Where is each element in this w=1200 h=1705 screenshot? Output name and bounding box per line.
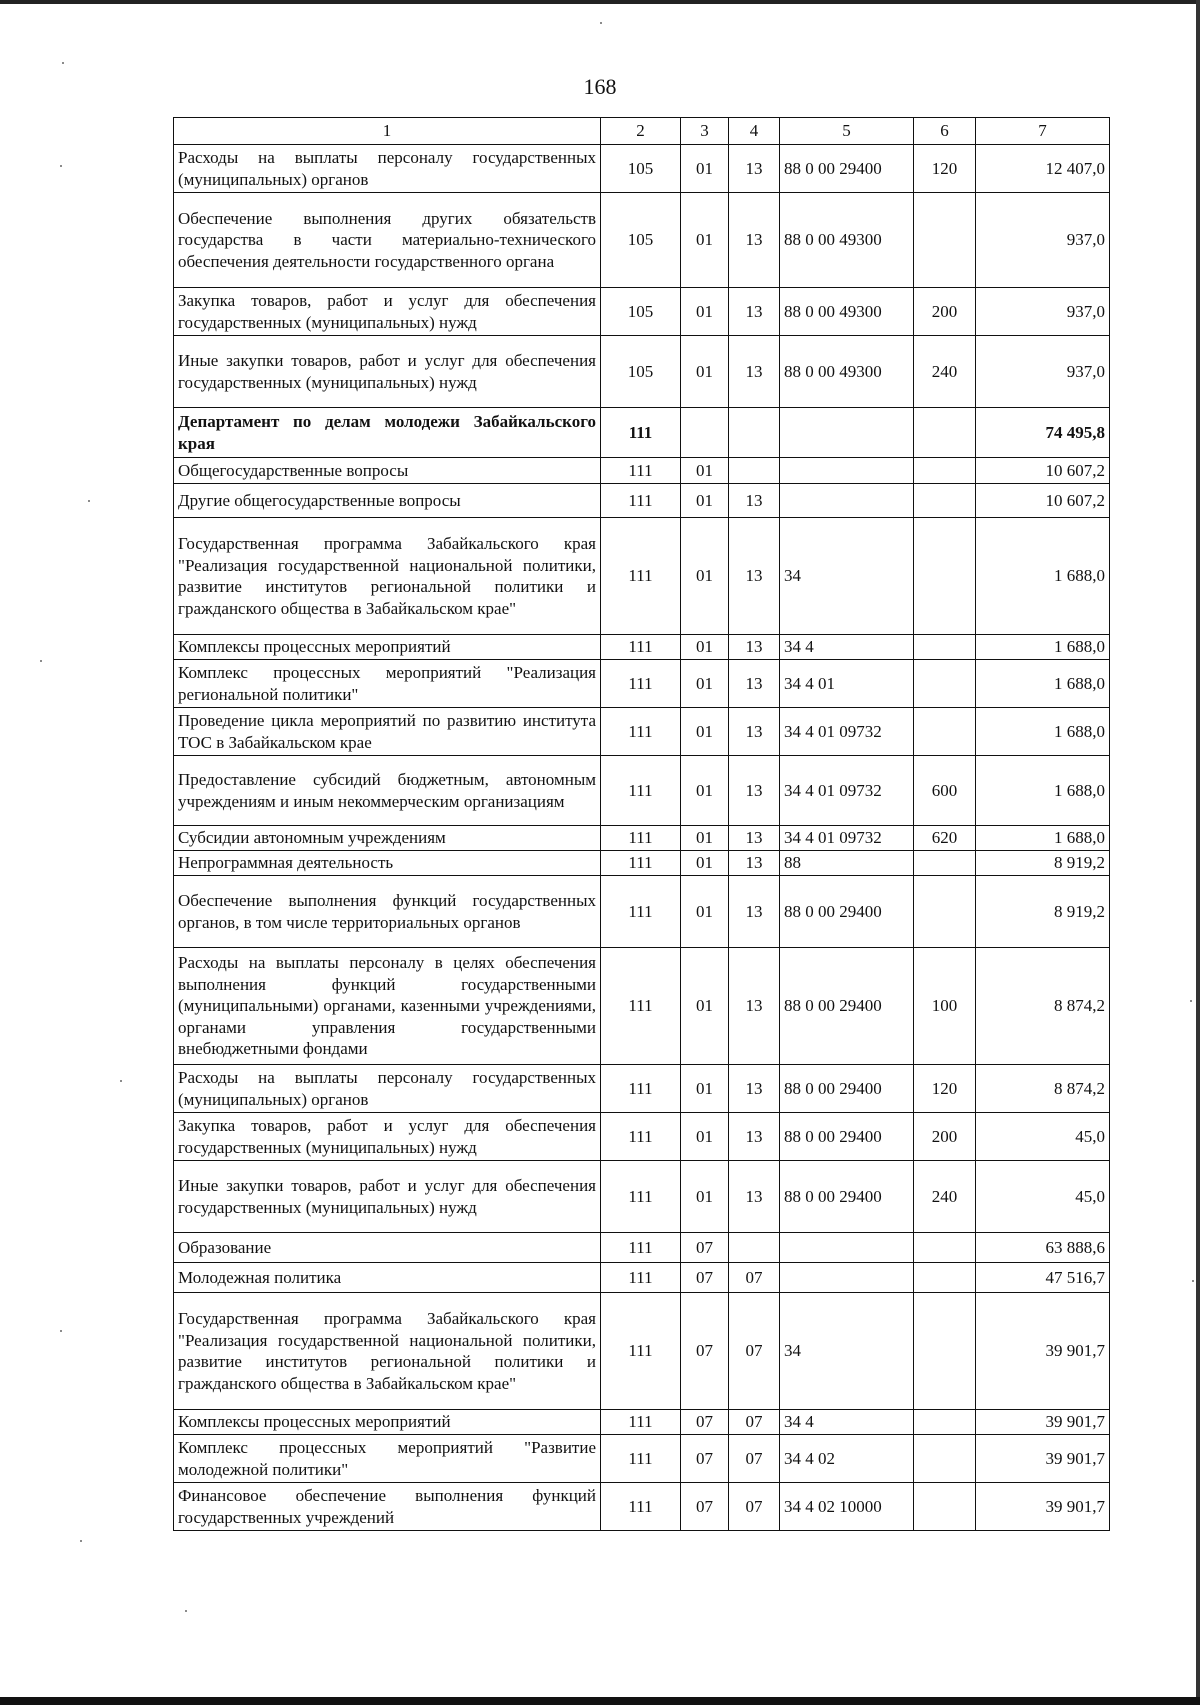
cell-target-article: 88 0 00 29400	[780, 145, 914, 193]
cell-name: Молодежная политика	[174, 1263, 601, 1293]
cell-target-article: 88 0 00 29400	[780, 948, 914, 1065]
table-row	[174, 1263, 1110, 1293]
cell-amount: 8 874,2	[976, 948, 1110, 1065]
cell-amount: 1 688,0	[976, 826, 1110, 851]
cell-ministry-code: 111	[601, 826, 681, 851]
cell-expense-type: 120	[914, 145, 976, 193]
cell-name: Общегосударственные вопросы	[174, 458, 601, 484]
cell-ministry-code: 105	[601, 145, 681, 193]
cell-expense-type	[914, 484, 976, 518]
cell-expense-type	[914, 1410, 976, 1435]
cell-expense-type: 100	[914, 948, 976, 1065]
cell-amount: 45,0	[976, 1113, 1110, 1161]
cell-name: Расходы на выплаты персоналу государственных (муниципальных) органов	[174, 1065, 601, 1113]
cell-subsection: 13	[729, 145, 780, 193]
cell-ministry-code: 111	[601, 876, 681, 948]
cell-section: 01	[681, 1113, 729, 1161]
table-row	[174, 408, 1110, 458]
cell-name: Комплексы процессных мероприятий	[174, 1410, 601, 1435]
cell-section: 01	[681, 851, 729, 876]
cell-ministry-code: 111	[601, 1113, 681, 1161]
table-body	[174, 118, 1110, 1531]
cell-section: 01	[681, 518, 729, 635]
cell-target-article: 34 4 01 09732	[780, 756, 914, 826]
cell-amount: 1 688,0	[976, 635, 1110, 660]
header-col-2: 2	[601, 118, 681, 145]
cell-subsection	[729, 458, 780, 484]
cell-amount: 39 901,7	[976, 1293, 1110, 1410]
scan-speck	[1190, 1000, 1192, 1002]
cell-amount: 937,0	[976, 288, 1110, 336]
cell-target-article: 88 0 00 29400	[780, 1161, 914, 1233]
cell-subsection: 13	[729, 635, 780, 660]
scan-edge-bottom	[0, 1697, 1200, 1705]
cell-subsection: 13	[729, 948, 780, 1065]
table-row	[174, 1233, 1110, 1263]
cell-amount: 12 407,0	[976, 145, 1110, 193]
cell-subsection: 13	[729, 851, 780, 876]
cell-amount: 10 607,2	[976, 484, 1110, 518]
cell-subsection: 13	[729, 708, 780, 756]
cell-target-article: 88 0 00 49300	[780, 288, 914, 336]
cell-name: Комплексы процессных мероприятий	[174, 635, 601, 660]
cell-section: 07	[681, 1233, 729, 1263]
cell-section: 07	[681, 1293, 729, 1410]
cell-ministry-code: 111	[601, 1410, 681, 1435]
cell-amount: 8 874,2	[976, 1065, 1110, 1113]
cell-section: 01	[681, 484, 729, 518]
table-row	[174, 518, 1110, 635]
cell-subsection: 07	[729, 1483, 780, 1531]
cell-name: Комплекс процессных мероприятий "Реализация региональной политики"	[174, 660, 601, 708]
cell-subsection: 07	[729, 1410, 780, 1435]
cell-target-article: 34 4	[780, 635, 914, 660]
cell-expense-type	[914, 708, 976, 756]
cell-expense-type	[914, 1435, 976, 1483]
table-row	[174, 708, 1110, 756]
table-row	[174, 635, 1110, 660]
cell-section: 01	[681, 288, 729, 336]
scan-speck	[600, 22, 602, 24]
cell-amount: 63 888,6	[976, 1233, 1110, 1263]
table-row	[174, 756, 1110, 826]
cell-name: Финансовое обеспечение выполнения функций государственных учреждений	[174, 1483, 601, 1531]
scan-speck	[120, 1080, 122, 1082]
cell-target-article: 34	[780, 1293, 914, 1410]
table-row	[174, 288, 1110, 336]
cell-target-article: 34 4 02 10000	[780, 1483, 914, 1531]
table-row	[174, 1435, 1110, 1483]
table-row	[174, 336, 1110, 408]
cell-target-article: 88	[780, 851, 914, 876]
page-number: 168	[583, 74, 617, 99]
cell-section: 01	[681, 145, 729, 193]
cell-ministry-code: 111	[601, 1293, 681, 1410]
cell-expense-type: 200	[914, 1113, 976, 1161]
cell-expense-type: 120	[914, 1065, 976, 1113]
cell-target-article	[780, 458, 914, 484]
cell-subsection	[729, 408, 780, 458]
table-row	[174, 948, 1110, 1065]
cell-ministry-code: 111	[601, 635, 681, 660]
cell-subsection: 13	[729, 660, 780, 708]
header-col-1: 1	[174, 118, 601, 145]
table-row	[174, 851, 1110, 876]
cell-ministry-code: 111	[601, 660, 681, 708]
scan-speck	[185, 1610, 187, 1612]
cell-target-article: 88 0 00 29400	[780, 876, 914, 948]
cell-name: Иные закупки товаров, работ и услуг для обеспечения государственных (муниципальных) нужд	[174, 336, 601, 408]
cell-subsection: 07	[729, 1293, 780, 1410]
cell-target-article: 34	[780, 518, 914, 635]
scan-speck	[1192, 1280, 1194, 1282]
cell-ministry-code: 105	[601, 288, 681, 336]
cell-expense-type	[914, 518, 976, 635]
scan-speck	[62, 62, 64, 64]
cell-name: Другие общегосударственные вопросы	[174, 484, 601, 518]
scan-speck	[80, 1540, 82, 1542]
cell-name: Расходы на выплаты персоналу государственных (муниципальных) органов	[174, 145, 601, 193]
table-row	[174, 660, 1110, 708]
cell-amount: 47 516,7	[976, 1263, 1110, 1293]
cell-expense-type	[914, 660, 976, 708]
cell-expense-type	[914, 635, 976, 660]
cell-expense-type	[914, 851, 976, 876]
cell-expense-type	[914, 1293, 976, 1410]
cell-subsection: 07	[729, 1435, 780, 1483]
cell-name: Закупка товаров, работ и услуг для обеспечения государственных (муниципальных) нужд	[174, 288, 601, 336]
table-row	[174, 1410, 1110, 1435]
table-row	[174, 1065, 1110, 1113]
cell-expense-type	[914, 408, 976, 458]
cell-target-article: 88 0 00 29400	[780, 1065, 914, 1113]
cell-subsection	[729, 1233, 780, 1263]
cell-name: Обеспечение выполнения функций государственных органов, в том числе территориальных органов	[174, 876, 601, 948]
cell-expense-type: 600	[914, 756, 976, 826]
cell-expense-type: 620	[914, 826, 976, 851]
cell-section: 07	[681, 1263, 729, 1293]
cell-target-article: 34 4	[780, 1410, 914, 1435]
cell-subsection: 13	[729, 876, 780, 948]
cell-expense-type	[914, 876, 976, 948]
cell-name: Государственная программа Забайкальского края "Реализация государственной национальной политики, развитие институтов региональной политики и гражданского общества в Забайкальском крае"	[174, 1293, 601, 1410]
cell-section: 01	[681, 948, 729, 1065]
cell-ministry-code: 111	[601, 851, 681, 876]
cell-ministry-code: 111	[601, 1263, 681, 1293]
cell-subsection: 07	[729, 1263, 780, 1293]
cell-name: Закупка товаров, работ и услуг для обеспечения государственных (муниципальных) нужд	[174, 1113, 601, 1161]
cell-section: 01	[681, 635, 729, 660]
scan-edge-top	[0, 0, 1200, 4]
cell-amount: 1 688,0	[976, 756, 1110, 826]
scan-speck	[40, 660, 42, 662]
table-row	[174, 193, 1110, 288]
table-header-row	[174, 118, 1110, 145]
header-col-7: 7	[976, 118, 1110, 145]
cell-expense-type: 240	[914, 1161, 976, 1233]
cell-target-article: 34 4 01 09732	[780, 826, 914, 851]
cell-section: 01	[681, 876, 729, 948]
scan-speck	[60, 1330, 62, 1332]
cell-ministry-code: 111	[601, 708, 681, 756]
cell-section: 01	[681, 458, 729, 484]
cell-subsection: 13	[729, 288, 780, 336]
cell-section: 01	[681, 336, 729, 408]
cell-ministry-code: 111	[601, 518, 681, 635]
cell-target-article	[780, 484, 914, 518]
cell-name: Проведение цикла мероприятий по развитию института ТОС в Забайкальском крае	[174, 708, 601, 756]
budget-table	[173, 117, 1110, 1531]
table-row	[174, 1113, 1110, 1161]
cell-subsection: 13	[729, 336, 780, 408]
cell-ministry-code: 111	[601, 458, 681, 484]
cell-name: Иные закупки товаров, работ и услуг для обеспечения государственных (муниципальных) нужд	[174, 1161, 601, 1233]
cell-target-article	[780, 408, 914, 458]
cell-name: Расходы на выплаты персоналу в целях обеспечения выполнения функций государственными (муниципальными) органами, казенными учреждениями, органами управления государственными внебюджетными фондами	[174, 948, 601, 1065]
cell-section: 01	[681, 193, 729, 288]
cell-amount: 10 607,2	[976, 458, 1110, 484]
cell-section: 07	[681, 1410, 729, 1435]
cell-name: Департамент по делам молодежи Забайкальского края	[174, 408, 601, 458]
cell-name: Предоставление субсидий бюджетным, автономным учреждениям и иным некоммерческим организациям	[174, 756, 601, 826]
cell-ministry-code: 111	[601, 1483, 681, 1531]
table-row	[174, 826, 1110, 851]
cell-amount: 937,0	[976, 193, 1110, 288]
cell-amount: 1 688,0	[976, 708, 1110, 756]
cell-subsection: 13	[729, 518, 780, 635]
cell-section: 07	[681, 1435, 729, 1483]
cell-name: Обеспечение выполнения других обязательств государства в части материально-технического обеспечения деятельности государственного органа	[174, 193, 601, 288]
table-row	[174, 1161, 1110, 1233]
cell-target-article	[780, 1263, 914, 1293]
cell-subsection: 13	[729, 193, 780, 288]
table-row	[174, 876, 1110, 948]
cell-subsection: 13	[729, 1161, 780, 1233]
cell-expense-type	[914, 193, 976, 288]
cell-target-article	[780, 1233, 914, 1263]
cell-expense-type	[914, 1263, 976, 1293]
header-col-4: 4	[729, 118, 780, 145]
cell-section	[681, 408, 729, 458]
cell-amount: 39 901,7	[976, 1435, 1110, 1483]
scan-speck	[60, 165, 62, 167]
cell-amount: 74 495,8	[976, 408, 1110, 458]
cell-expense-type	[914, 1233, 976, 1263]
cell-expense-type	[914, 458, 976, 484]
cell-ministry-code: 105	[601, 193, 681, 288]
cell-expense-type: 240	[914, 336, 976, 408]
cell-section: 01	[681, 708, 729, 756]
header-col-6: 6	[914, 118, 976, 145]
cell-section: 01	[681, 660, 729, 708]
cell-section: 01	[681, 1065, 729, 1113]
cell-expense-type: 200	[914, 288, 976, 336]
cell-name: Образование	[174, 1233, 601, 1263]
header-col-3: 3	[681, 118, 729, 145]
cell-name: Субсидии автономным учреждениям	[174, 826, 601, 851]
cell-target-article: 34 4 01	[780, 660, 914, 708]
scan-edge-right	[1196, 0, 1200, 1705]
cell-amount: 8 919,2	[976, 851, 1110, 876]
cell-target-article: 34 4 02	[780, 1435, 914, 1483]
scan-speck	[88, 500, 90, 502]
cell-section: 07	[681, 1483, 729, 1531]
table-row	[174, 1293, 1110, 1410]
cell-ministry-code: 105	[601, 336, 681, 408]
cell-ministry-code: 111	[601, 1161, 681, 1233]
cell-subsection: 13	[729, 484, 780, 518]
cell-ministry-code: 111	[601, 484, 681, 518]
cell-amount: 1 688,0	[976, 518, 1110, 635]
cell-section: 01	[681, 826, 729, 851]
cell-amount: 8 919,2	[976, 876, 1110, 948]
cell-subsection: 13	[729, 1065, 780, 1113]
cell-name: Непрограммная деятельность	[174, 851, 601, 876]
cell-section: 01	[681, 1161, 729, 1233]
header-col-5: 5	[780, 118, 914, 145]
cell-subsection: 13	[729, 826, 780, 851]
cell-target-article: 88 0 00 49300	[780, 336, 914, 408]
table-row	[174, 1483, 1110, 1531]
cell-amount: 1 688,0	[976, 660, 1110, 708]
cell-ministry-code: 111	[601, 948, 681, 1065]
cell-target-article: 88 0 00 49300	[780, 193, 914, 288]
cell-section: 01	[681, 756, 729, 826]
cell-expense-type	[914, 1483, 976, 1531]
cell-target-article: 88 0 00 29400	[780, 1113, 914, 1161]
cell-subsection: 13	[729, 1113, 780, 1161]
cell-ministry-code: 111	[601, 1233, 681, 1263]
cell-name: Комплекс процессных мероприятий "Развитие молодежной политики"	[174, 1435, 601, 1483]
cell-target-article: 34 4 01 09732	[780, 708, 914, 756]
cell-name: Государственная программа Забайкальского края "Реализация государственной национальной политики, развитие институтов региональной политики и гражданского общества в Забайкальском крае"	[174, 518, 601, 635]
cell-ministry-code: 111	[601, 1065, 681, 1113]
cell-amount: 45,0	[976, 1161, 1110, 1233]
cell-ministry-code: 111	[601, 756, 681, 826]
cell-subsection: 13	[729, 756, 780, 826]
cell-ministry-code: 111	[601, 408, 681, 458]
table-row	[174, 458, 1110, 484]
cell-amount: 39 901,7	[976, 1483, 1110, 1531]
table-row	[174, 145, 1110, 193]
cell-amount: 937,0	[976, 336, 1110, 408]
cell-amount: 39 901,7	[976, 1410, 1110, 1435]
table-row	[174, 484, 1110, 518]
cell-ministry-code: 111	[601, 1435, 681, 1483]
